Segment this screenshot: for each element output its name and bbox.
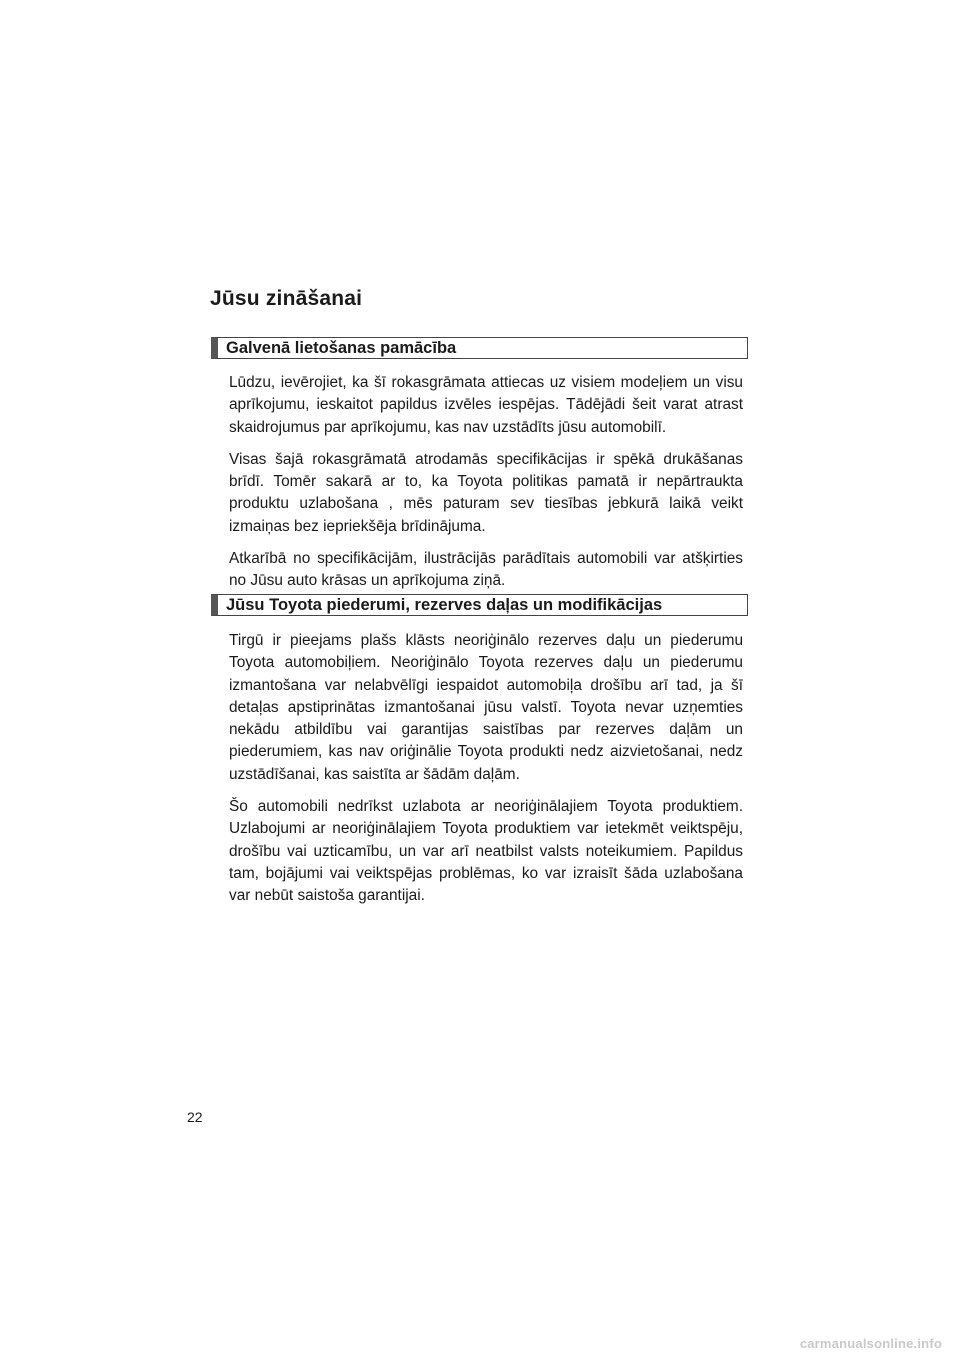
watermark: carmanualsonline.info: [799, 1336, 942, 1351]
section-header-general-instructions: [211, 337, 748, 359]
section-heading: Jūsu Toyota piederumi, rezerves daļas un modifikācijas: [226, 596, 663, 614]
paragraph: Atkarībā no specifikācijām, ilustrācijās parādītais automobili var atšķirties no Jūsu auto krāsas un aprīkojuma ziņā.: [229, 550, 743, 590]
page-number: 22: [187, 1109, 203, 1125]
paragraph: Tirgū ir pieejams plašs klāsts neoriģinālo rezerves daļu un piederumu Toyota automobiļiem. Neoriģinālo Toyota rezerves daļu un piederumu izmantošana var nelabvēlīgi iespaidot automobiļa drošību arī tad, ja šī detaļas apstiprinātas izmantošanai jūsu valstī. Toyota nevar uzņemties nekādu atbildību vai garantijas saistības par rezerves daļām un piederumiem, kas nav oriģinālie Toyota produkti nedz aizvietošanai, nedz uzstādīšanai, kas saistīta ar šādām daļām.: [229, 632, 743, 783]
section-body-accessories-parts: [229, 630, 743, 918]
paragraph: Visas šajā rokasgrāmatā atrodamās specifikācijas ir spēkā drukāšanas brīdī. Tomēr sakarā ar to, ka Toyota politikas pamatā ir nepārtraukta produktu uzlabošana , mēs paturam sev tiesības jebkurā laikā veikt izmaiņas bez iepriekšēja brīdinājuma.: [229, 450, 743, 535]
paragraph: Lūdzu, ievērojiet, ka šī rokasgrāmata attiecas uz visiem modeļiem un visu aprīkojumu, ieskaitot papildus izvēles iespējas. Tādējādi šeit varat atrast skaidrojumus par aprīkojumu, kas nav uzstādīts jūsu automobilī.: [229, 374, 743, 436]
page-title: Jūsu zināšanai: [210, 287, 363, 310]
section-body-general-instructions: [229, 372, 743, 603]
paragraph: Šo automobili nedrīkst uzlabota ar neoriģinālajiem Toyota produktiem. Uzlabojumi ar neoriģinālajiem Toyota produktiem var ietekmēt veiktspēju, drošību vai uzticamību, un var arī neatbilst valsts noteikumiem. Papildus tam, bojājumi vai veiktspējas problēmas, ko var izraisīt šāda uzlabošana var nebūt saistoša garantijai.: [229, 798, 743, 905]
section-header-accessories-parts: [211, 594, 748, 616]
section-heading: Galvenā lietošanas pamācība: [226, 339, 457, 357]
